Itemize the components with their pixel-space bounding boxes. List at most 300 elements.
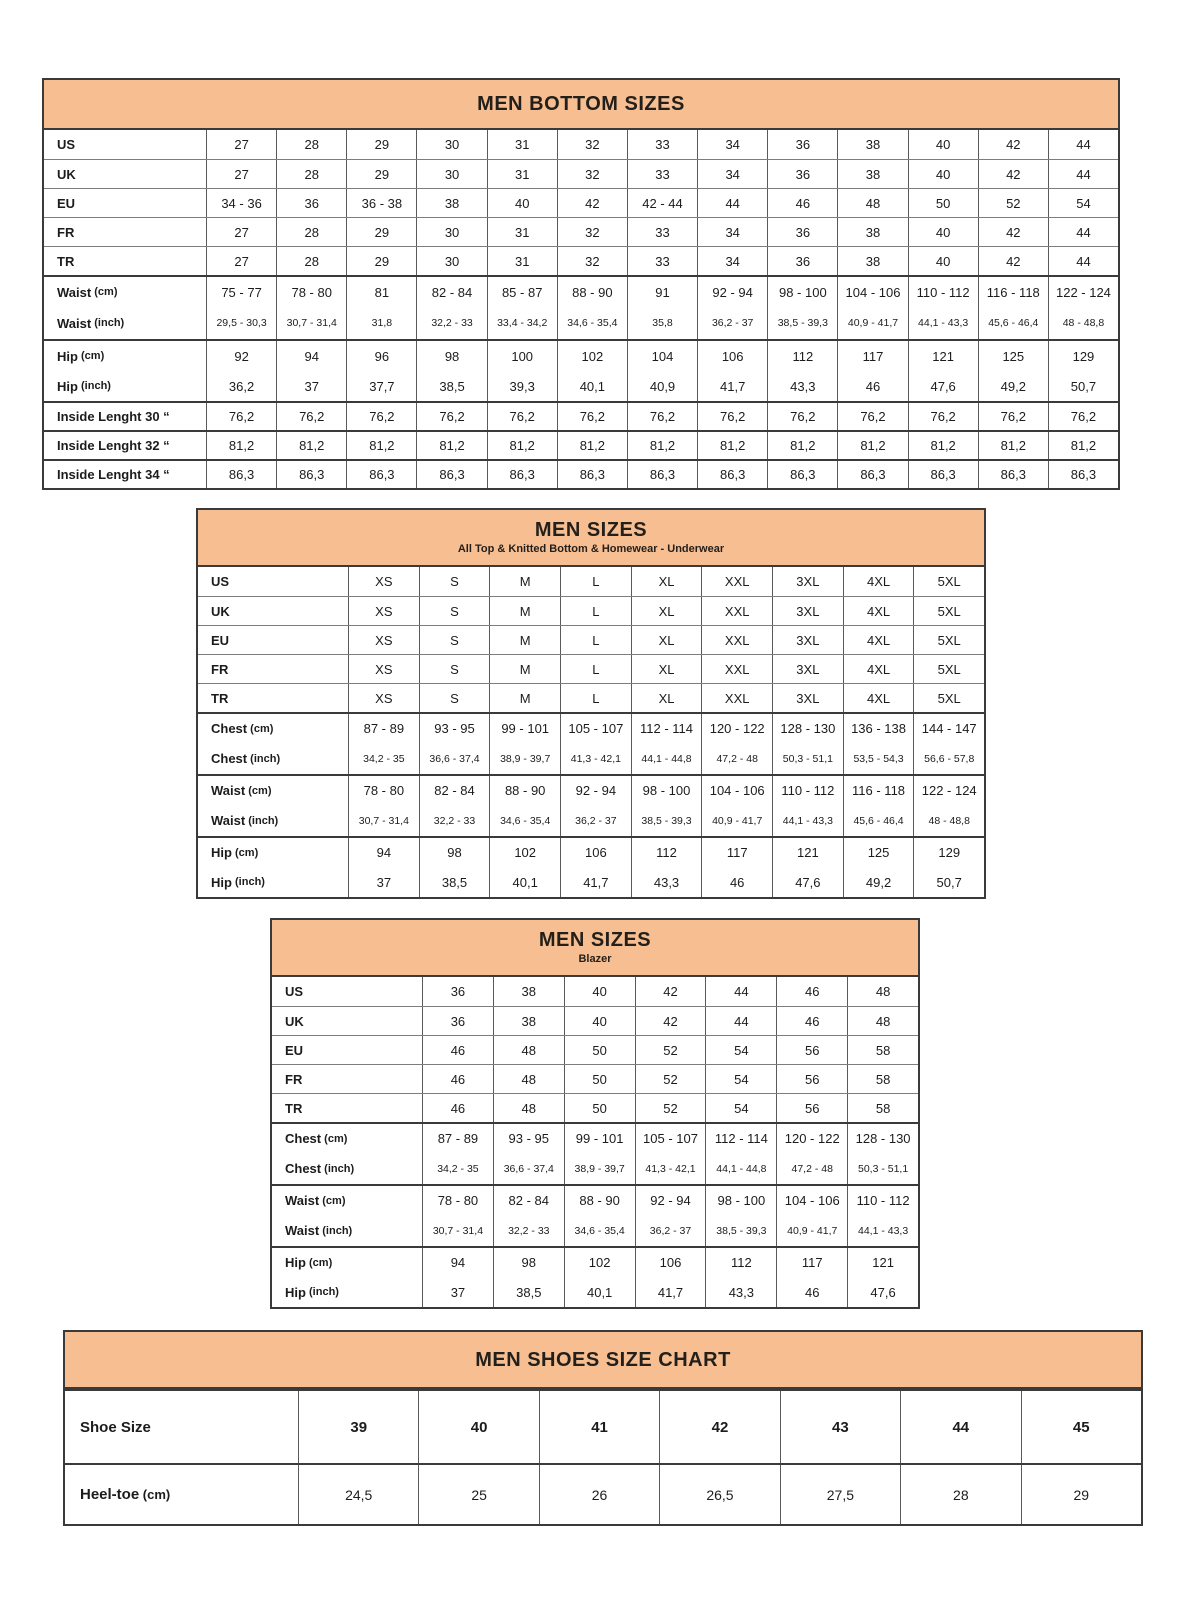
value-cell: 49,2	[843, 867, 914, 897]
row-label: TR	[57, 253, 75, 269]
value-cell: 46	[776, 1007, 847, 1035]
men-sizes-tops-body	[198, 567, 984, 897]
value-cell: 46	[422, 1094, 493, 1122]
value-cell: 40,9 - 41,7	[776, 1215, 847, 1246]
value-cell: 48	[493, 1065, 564, 1093]
value-cell: 5XL	[913, 626, 984, 654]
value-cell: 47,2 - 48	[701, 743, 772, 774]
men-sizes-blazer-row-hip	[272, 1277, 918, 1307]
value-cell: 48 - 48,8	[913, 805, 984, 836]
value-cell: XXL	[701, 567, 772, 596]
value-cell: 28	[276, 130, 346, 159]
value-cell: 38	[837, 130, 907, 159]
value-cell: 32,2 - 33	[416, 307, 486, 339]
value-cell: 86,3	[978, 461, 1048, 488]
men-bottom-sizes-header	[44, 80, 1118, 130]
row-label: Waist (inch)	[211, 813, 279, 828]
men-sizes-tops-row-hip	[198, 836, 984, 867]
row-label: FR	[285, 1071, 303, 1087]
value-cell: 92 - 94	[560, 776, 631, 805]
value-cell: XL	[631, 597, 702, 625]
value-cell: 104	[627, 341, 697, 371]
men-bottom-sizes-row-inside-lenght-30	[44, 401, 1118, 430]
value-cell: 110 - 112	[847, 1186, 918, 1215]
value-cell: S	[419, 684, 490, 712]
row-label: Waist (cm)	[57, 284, 118, 300]
men-sizes-tops-row-waist	[198, 774, 984, 805]
men-shoes-size-chart-header	[65, 1332, 1141, 1389]
value-cell: 52	[635, 1036, 706, 1064]
value-cell: 40	[564, 1007, 635, 1035]
men-sizes-blazer-row-hip	[272, 1246, 918, 1277]
value-cell: 92 - 94	[635, 1186, 706, 1215]
value-cell: 40,1	[489, 867, 560, 897]
value-cell: 56	[776, 1065, 847, 1093]
table-title: MEN SIZES	[534, 519, 648, 542]
value-cell: 36,2	[206, 371, 276, 401]
value-cell: XL	[631, 684, 702, 712]
value-cell: 53,5 - 54,3	[843, 743, 914, 774]
row-label: TR	[285, 1100, 303, 1116]
value-cell: 31	[487, 247, 557, 275]
men-bottom-sizes-row-tr	[44, 246, 1118, 275]
value-cell: 105 - 107	[635, 1124, 706, 1153]
value-cell: 86,3	[908, 461, 978, 488]
men-sizes-tops-row-waist	[198, 805, 984, 836]
value-cell: 50,7	[913, 867, 984, 897]
row-label: Inside Lenght 34 “	[57, 467, 170, 482]
value-cell: 34 - 36	[206, 189, 276, 217]
men-sizes-tops-row-eu	[198, 625, 984, 654]
value-cell: 29	[346, 247, 416, 275]
value-cell: 50	[908, 189, 978, 217]
value-cell: 49,2	[978, 371, 1048, 401]
value-cell: 34,6 - 35,4	[557, 307, 627, 339]
value-cell: 42	[978, 218, 1048, 246]
value-cell: 37	[422, 1277, 493, 1307]
row-label: EU	[57, 195, 76, 211]
value-cell: 106	[635, 1248, 706, 1277]
value-cell: 44	[1048, 160, 1118, 188]
value-cell: 98 - 100	[631, 776, 702, 805]
value-cell: S	[419, 626, 490, 654]
value-cell: 27	[206, 160, 276, 188]
value-cell: 81,2	[416, 432, 486, 459]
value-cell: 40	[908, 247, 978, 275]
men-bottom-sizes-row-inside-lenght-32	[44, 430, 1118, 459]
value-cell: 46	[422, 1065, 493, 1093]
value-cell: 93 - 95	[493, 1124, 564, 1153]
value-cell: 86,3	[627, 461, 697, 488]
row-label: Shoe Size	[80, 1418, 151, 1436]
value-cell: 28	[276, 218, 346, 246]
value-cell: XXL	[701, 684, 772, 712]
value-cell: 48	[847, 1007, 918, 1035]
value-cell: 30	[416, 218, 486, 246]
value-cell: 43	[780, 1391, 900, 1463]
value-cell: 58	[847, 1065, 918, 1093]
value-cell: L	[560, 626, 631, 654]
value-cell: 48	[493, 1036, 564, 1064]
value-cell: 125	[843, 838, 914, 867]
men-sizes-blazer-table	[270, 918, 920, 1309]
value-cell: 34,6 - 35,4	[564, 1215, 635, 1246]
value-cell: 76,2	[276, 403, 346, 430]
value-cell: 78 - 80	[422, 1186, 493, 1215]
value-cell: 81,2	[346, 432, 416, 459]
row-label: Chest (cm)	[211, 721, 274, 736]
value-cell: L	[560, 597, 631, 625]
value-cell: 46	[422, 1036, 493, 1064]
value-cell: 48	[493, 1094, 564, 1122]
value-cell: M	[489, 655, 560, 683]
value-cell: 44	[705, 1007, 776, 1035]
value-cell: 86,3	[346, 461, 416, 488]
value-cell: 76,2	[487, 403, 557, 430]
value-cell: 27	[206, 130, 276, 159]
value-cell: 106	[560, 838, 631, 867]
row-label: Hip (cm)	[211, 845, 259, 860]
value-cell: 40,9 - 41,7	[837, 307, 907, 339]
value-cell: 29	[346, 160, 416, 188]
value-cell: 34	[697, 160, 767, 188]
value-cell: 76,2	[978, 403, 1048, 430]
value-cell: 47,2 - 48	[776, 1153, 847, 1184]
value-cell: 39	[298, 1391, 418, 1463]
value-cell: XL	[631, 626, 702, 654]
value-cell: 29	[346, 218, 416, 246]
men-bottom-sizes-row-inside-lenght-34	[44, 459, 1118, 488]
value-cell: 81,2	[978, 432, 1048, 459]
value-cell: 96	[346, 341, 416, 371]
value-cell: XS	[348, 655, 419, 683]
value-cell: 125	[978, 341, 1048, 371]
value-cell: M	[489, 626, 560, 654]
value-cell: 31	[487, 130, 557, 159]
value-cell: 41,3 - 42,1	[635, 1153, 706, 1184]
value-cell: 56,6 - 57,8	[913, 743, 984, 774]
row-label: US	[211, 574, 230, 589]
value-cell: 5XL	[913, 567, 984, 596]
men-bottom-sizes-row-hip	[44, 339, 1118, 371]
value-cell: 36 - 38	[346, 189, 416, 217]
value-cell: 56	[776, 1036, 847, 1064]
men-sizes-blazer-body	[272, 977, 918, 1307]
value-cell: 44,1 - 43,3	[772, 805, 843, 836]
value-cell: 82 - 84	[493, 1186, 564, 1215]
value-cell: XL	[631, 655, 702, 683]
value-cell: 31,8	[346, 307, 416, 339]
value-cell: 76,2	[767, 403, 837, 430]
value-cell: 42	[557, 189, 627, 217]
value-cell: 54	[1048, 189, 1118, 217]
value-cell: 44,1 - 44,8	[631, 743, 702, 774]
value-cell: 38,5 - 39,3	[631, 805, 702, 836]
value-cell: 3XL	[772, 655, 843, 683]
value-cell: 32	[557, 130, 627, 159]
value-cell: 36,6 - 37,4	[493, 1153, 564, 1184]
value-cell: S	[419, 655, 490, 683]
value-cell: 41,7	[697, 371, 767, 401]
value-cell: 3XL	[772, 684, 843, 712]
value-cell: 81,2	[908, 432, 978, 459]
value-cell: 43,3	[631, 867, 702, 897]
value-cell: XS	[348, 626, 419, 654]
value-cell: 36	[767, 247, 837, 275]
value-cell: XS	[348, 597, 419, 625]
value-cell: XXL	[701, 655, 772, 683]
value-cell: 31	[487, 160, 557, 188]
value-cell: 86,3	[557, 461, 627, 488]
value-cell: 42	[978, 130, 1048, 159]
value-cell: XS	[348, 684, 419, 712]
value-cell: 47,6	[908, 371, 978, 401]
value-cell: 87 - 89	[422, 1124, 493, 1153]
value-cell: 102	[557, 341, 627, 371]
value-cell: 121	[908, 341, 978, 371]
value-cell: 42	[978, 247, 1048, 275]
value-cell: 30,7 - 31,4	[276, 307, 346, 339]
value-cell: 32	[557, 160, 627, 188]
value-cell: 50,3 - 51,1	[847, 1153, 918, 1184]
value-cell: 104 - 106	[701, 776, 772, 805]
value-cell: 129	[1048, 341, 1118, 371]
value-cell: 38,5	[493, 1277, 564, 1307]
value-cell: 129	[913, 838, 984, 867]
value-cell: 91	[627, 277, 697, 307]
value-cell: M	[489, 567, 560, 596]
row-label: Hip (inch)	[285, 1284, 339, 1300]
value-cell: 36	[276, 189, 346, 217]
value-cell: 36	[767, 160, 837, 188]
value-cell: L	[560, 567, 631, 596]
men-bottom-sizes-row-uk	[44, 159, 1118, 188]
men-sizes-tops-row-us	[198, 567, 984, 596]
row-label: Waist (cm)	[211, 783, 272, 798]
value-cell: 54	[705, 1065, 776, 1093]
value-cell: 34,2 - 35	[348, 743, 419, 774]
value-cell: 46	[776, 977, 847, 1006]
value-cell: 28	[900, 1465, 1020, 1524]
row-label: FR	[211, 661, 229, 677]
value-cell: 81,2	[276, 432, 346, 459]
row-label: US	[57, 137, 76, 152]
men-shoes-size-chart-body	[65, 1389, 1141, 1524]
value-cell: 94	[348, 838, 419, 867]
row-label: Waist (inch)	[57, 315, 125, 331]
value-cell: 100	[487, 341, 557, 371]
value-cell: 46	[767, 189, 837, 217]
value-cell: 36,2 - 37	[560, 805, 631, 836]
value-cell: 38,9 - 39,7	[489, 743, 560, 774]
value-cell: 40	[908, 160, 978, 188]
value-cell: 36,6 - 37,4	[419, 743, 490, 774]
value-cell: 37	[276, 371, 346, 401]
value-cell: 102	[564, 1248, 635, 1277]
value-cell: 86,3	[487, 461, 557, 488]
value-cell: 44	[1048, 130, 1118, 159]
value-cell: 38	[493, 1007, 564, 1035]
value-cell: 33	[627, 247, 697, 275]
men-sizes-blazer-row-eu	[272, 1035, 918, 1064]
men-shoes-size-chart-row-shoe-size	[65, 1389, 1141, 1463]
value-cell: 86,3	[416, 461, 486, 488]
value-cell: 4XL	[843, 626, 914, 654]
value-cell: 44,1 - 43,3	[847, 1215, 918, 1246]
value-cell: 112 - 114	[705, 1124, 776, 1153]
value-cell: 75 - 77	[206, 277, 276, 307]
value-cell: 42 - 44	[627, 189, 697, 217]
men-bottom-sizes-row-waist	[44, 307, 1118, 339]
value-cell: 81,2	[1048, 432, 1118, 459]
value-cell: 36,2 - 37	[635, 1215, 706, 1246]
value-cell: 38,5 - 39,3	[705, 1215, 776, 1246]
value-cell: XXL	[701, 626, 772, 654]
men-sizes-blazer-row-chest	[272, 1153, 918, 1184]
value-cell: 4XL	[843, 684, 914, 712]
value-cell: 44,1 - 44,8	[705, 1153, 776, 1184]
value-cell: 34,6 - 35,4	[489, 805, 560, 836]
value-cell: 27,5	[780, 1465, 900, 1524]
value-cell: 105 - 107	[560, 714, 631, 743]
value-cell: 38,5	[419, 867, 490, 897]
value-cell: 5XL	[913, 655, 984, 683]
value-cell: 86,3	[276, 461, 346, 488]
value-cell: 58	[847, 1094, 918, 1122]
value-cell: 44	[1048, 247, 1118, 275]
value-cell: 34	[697, 130, 767, 159]
value-cell: 47,6	[772, 867, 843, 897]
row-label: Hip (inch)	[211, 874, 265, 890]
value-cell: M	[489, 597, 560, 625]
table-title: MEN SIZES	[538, 929, 652, 952]
value-cell: 76,2	[697, 403, 767, 430]
value-cell: 38	[493, 977, 564, 1006]
row-label: FR	[57, 224, 75, 240]
value-cell: XL	[631, 567, 702, 596]
row-label: UK	[285, 1013, 304, 1029]
value-cell: 81,2	[557, 432, 627, 459]
row-label: US	[285, 984, 304, 999]
value-cell: 117	[776, 1248, 847, 1277]
value-cell: 40	[908, 130, 978, 159]
value-cell: 121	[772, 838, 843, 867]
value-cell: 88 - 90	[564, 1186, 635, 1215]
value-cell: 33	[627, 130, 697, 159]
men-sizes-tops-row-chest	[198, 712, 984, 743]
value-cell: 112	[767, 341, 837, 371]
value-cell: 25	[418, 1465, 538, 1524]
value-cell: 122 - 124	[1048, 277, 1118, 307]
row-label: UK	[211, 603, 230, 619]
value-cell: 45,6 - 46,4	[978, 307, 1048, 339]
value-cell: 58	[847, 1036, 918, 1064]
value-cell: 81,2	[487, 432, 557, 459]
value-cell: 31	[487, 218, 557, 246]
value-cell: 46	[701, 867, 772, 897]
value-cell: 86,3	[767, 461, 837, 488]
value-cell: 46	[776, 1277, 847, 1307]
men-sizes-tops-row-tr	[198, 683, 984, 712]
value-cell: 36	[767, 218, 837, 246]
value-cell: 50,7	[1048, 371, 1118, 401]
value-cell: 33	[627, 160, 697, 188]
row-label: Inside Lenght 32 “	[57, 438, 170, 453]
row-label: Hip (cm)	[285, 1255, 333, 1270]
value-cell: M	[489, 684, 560, 712]
value-cell: 86,3	[206, 461, 276, 488]
value-cell: 34	[697, 218, 767, 246]
value-cell: 38	[837, 160, 907, 188]
value-cell: 24,5	[298, 1465, 418, 1524]
value-cell: 34	[697, 247, 767, 275]
table-title: MEN SHOES SIZE CHART	[475, 1348, 731, 1371]
value-cell: 45,6 - 46,4	[843, 805, 914, 836]
value-cell: 29	[1021, 1465, 1141, 1524]
value-cell: 54	[705, 1094, 776, 1122]
value-cell: 36	[422, 977, 493, 1006]
value-cell: 99 - 101	[489, 714, 560, 743]
value-cell: 38,5	[416, 371, 486, 401]
value-cell: 120 - 122	[701, 714, 772, 743]
value-cell: 27	[206, 218, 276, 246]
row-label: TR	[211, 690, 229, 706]
value-cell: 34,2 - 35	[422, 1153, 493, 1184]
value-cell: 42	[635, 1007, 706, 1035]
value-cell: 76,2	[908, 403, 978, 430]
row-label: Hip (cm)	[57, 348, 105, 364]
men-sizes-blazer-row-fr	[272, 1064, 918, 1093]
value-cell: 50	[564, 1036, 635, 1064]
men-sizes-blazer-row-waist	[272, 1184, 918, 1215]
men-shoes-size-chart-table	[63, 1330, 1143, 1526]
value-cell: 81,2	[767, 432, 837, 459]
value-cell: 50	[564, 1094, 635, 1122]
row-label: UK	[57, 166, 76, 182]
value-cell: 27	[206, 247, 276, 275]
value-cell: 116 - 118	[978, 277, 1048, 307]
row-label: Heel-toe (cm)	[80, 1486, 171, 1503]
value-cell: 38,9 - 39,7	[564, 1153, 635, 1184]
value-cell: 52	[978, 189, 1048, 217]
value-cell: 76,2	[416, 403, 486, 430]
value-cell: 88 - 90	[489, 776, 560, 805]
row-label: Inside Lenght 30 “	[57, 409, 170, 424]
row-label: Chest (inch)	[285, 1161, 355, 1176]
men-bottom-sizes-row-us	[44, 130, 1118, 159]
value-cell: 98 - 100	[705, 1186, 776, 1215]
value-cell: 50	[564, 1065, 635, 1093]
row-label: Waist (inch)	[285, 1223, 353, 1238]
value-cell: 40	[418, 1391, 538, 1463]
value-cell: 3XL	[772, 626, 843, 654]
men-sizes-blazer-row-tr	[272, 1093, 918, 1122]
value-cell: 81,2	[697, 432, 767, 459]
row-label: Chest (inch)	[211, 751, 281, 766]
value-cell: 43,3	[705, 1277, 776, 1307]
value-cell: 29	[346, 130, 416, 159]
value-cell: 26,5	[659, 1465, 779, 1524]
value-cell: 48 - 48,8	[1048, 307, 1118, 339]
value-cell: 32	[557, 218, 627, 246]
value-cell: 33,4 - 34,2	[487, 307, 557, 339]
value-cell: 88 - 90	[557, 277, 627, 307]
value-cell: 36	[767, 130, 837, 159]
value-cell: 81,2	[206, 432, 276, 459]
men-bottom-sizes-body	[44, 130, 1118, 488]
value-cell: 4XL	[843, 567, 914, 596]
value-cell: 87 - 89	[348, 714, 419, 743]
